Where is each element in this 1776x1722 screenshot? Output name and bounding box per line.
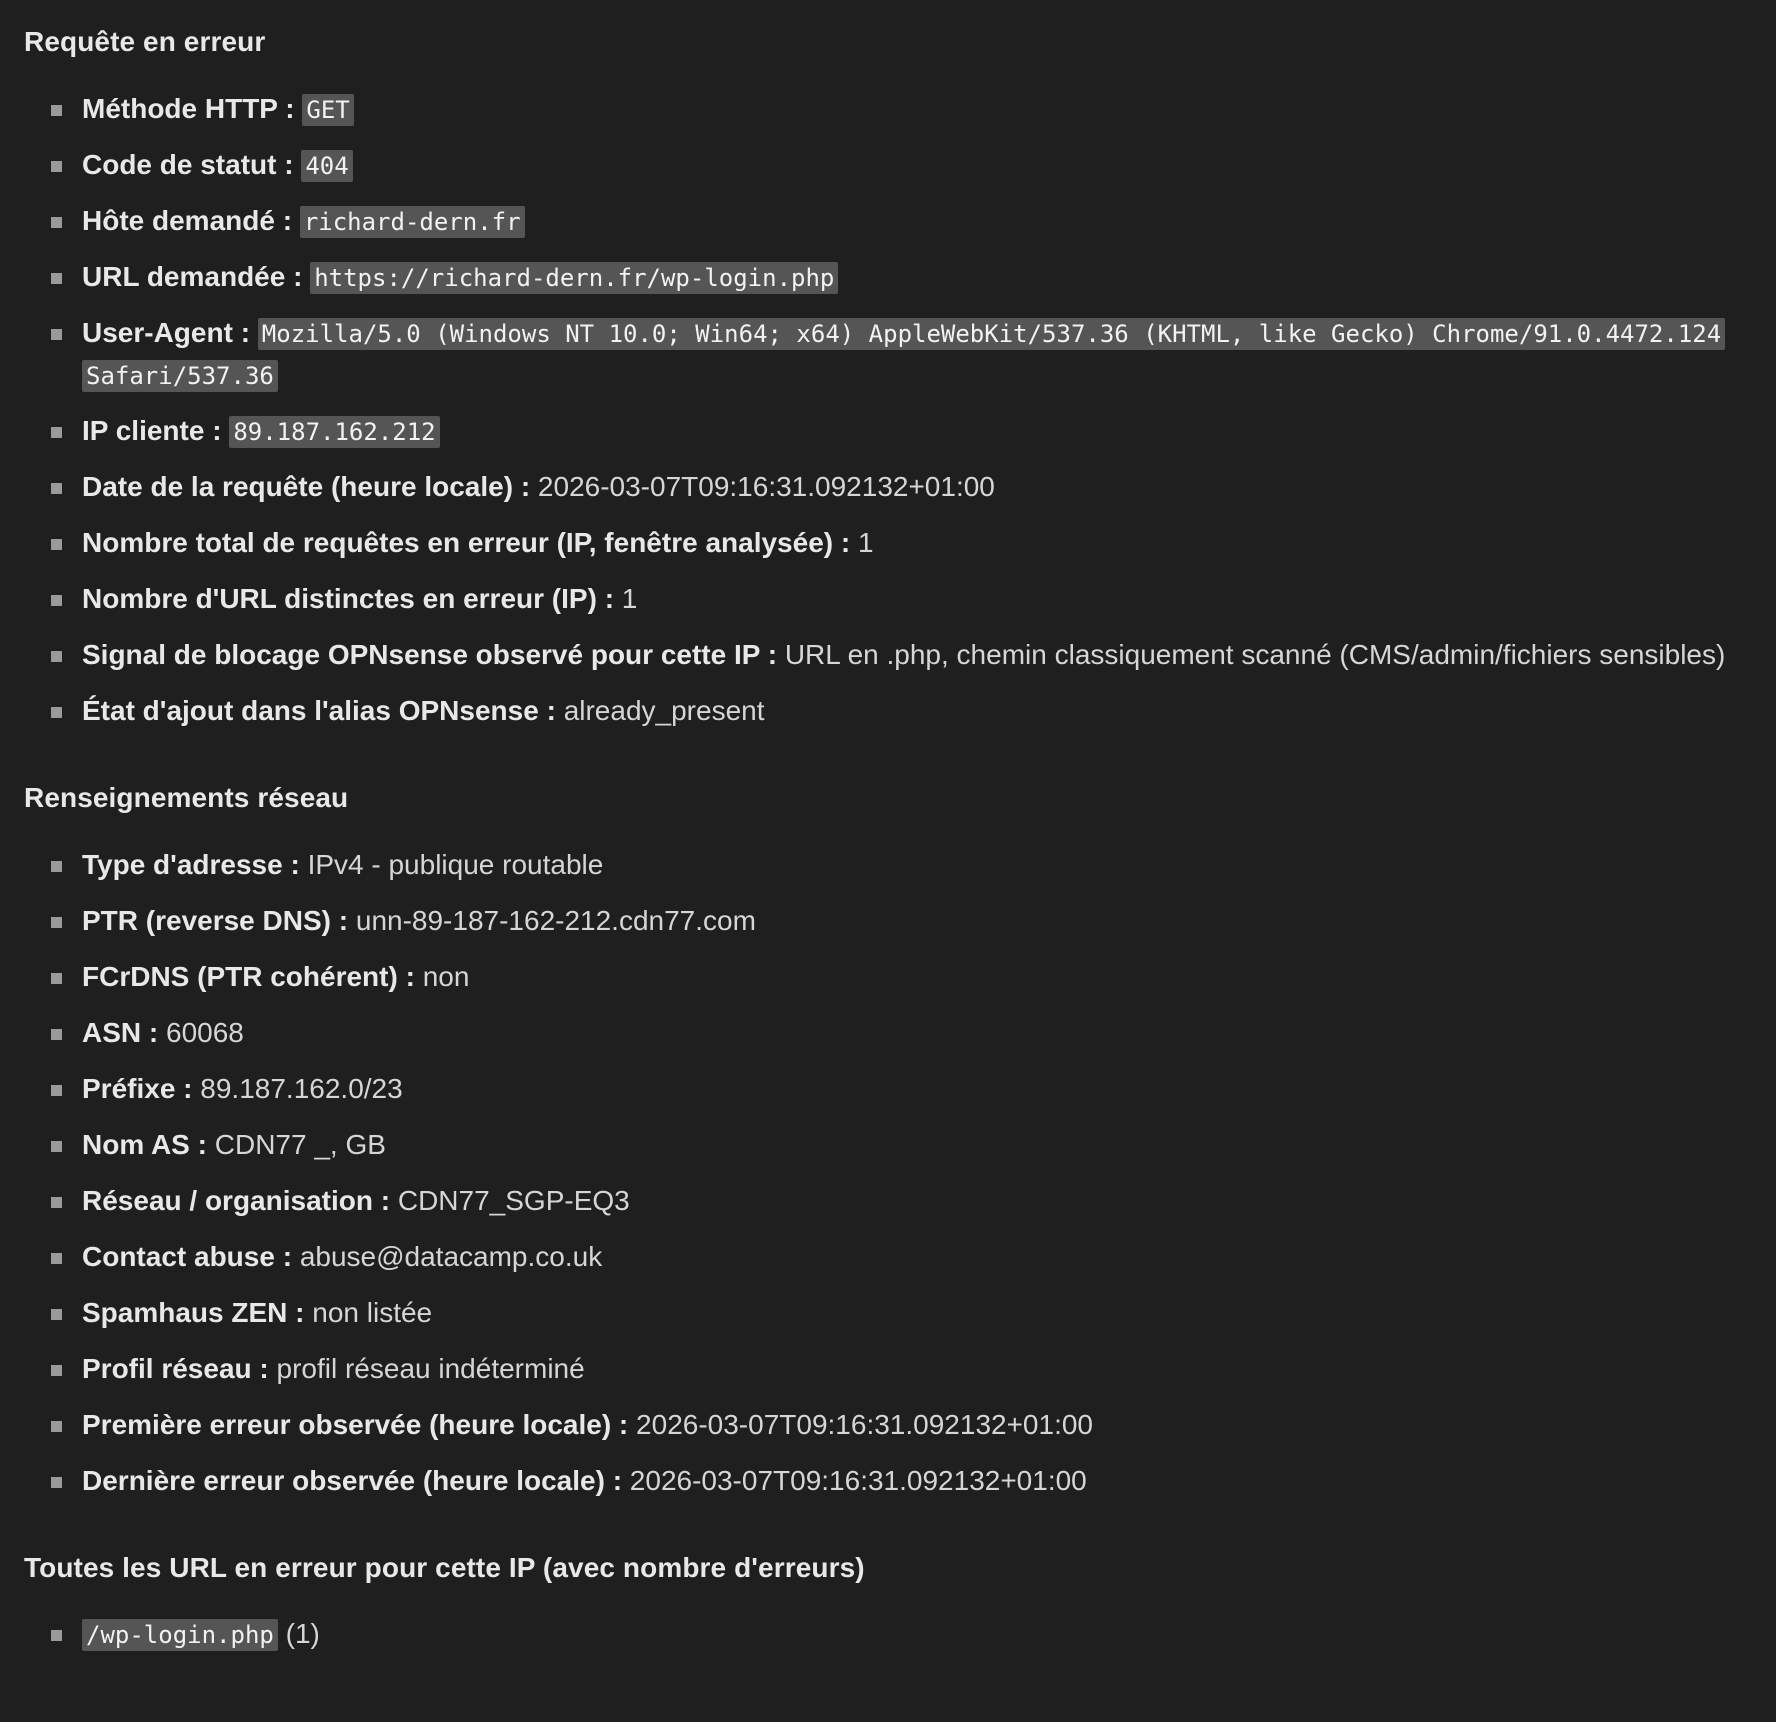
list-item <box>24 200 1746 242</box>
network-list <box>24 844 1746 1502</box>
item-label: Méthode HTTP : <box>82 92 295 124</box>
item-value: 404 <box>301 150 352 182</box>
item-value: non <box>422 960 470 992</box>
list-item <box>24 1068 1746 1110</box>
item-value: https://richard-dern.fr/wp-login.php <box>310 262 838 294</box>
error-urls-list <box>24 1613 1746 1655</box>
error-url: /wp-login.php <box>82 1619 278 1651</box>
section-title-urls: Toutes les URL en erreur pour cette IP (avec nombre d'erreurs) <box>24 1551 865 1583</box>
list-item <box>24 410 1746 452</box>
list-item <box>24 1180 1746 1222</box>
item-value: 2026-03-07T09:16:31.092132+01:00 <box>636 1408 1094 1440</box>
item-label: Hôte demandé : <box>82 204 293 236</box>
item-value: 89.187.162.212 <box>229 416 439 448</box>
item-value: URL en .php, chemin classiquement scanné (CMS/admin/fichiers sensibles) <box>784 638 1726 670</box>
list-item <box>24 1348 1746 1390</box>
item-value: CDN77 _, GB <box>214 1128 386 1160</box>
list-item <box>24 144 1746 186</box>
list-item <box>24 1460 1746 1502</box>
item-label: Nombre d'URL distinctes en erreur (IP) : <box>82 582 615 614</box>
item-value: unn-89-187-162-212.cdn77.com <box>355 904 756 936</box>
list-item <box>24 522 1746 564</box>
item-label: Réseau / organisation : <box>82 1184 391 1216</box>
item-label: IP cliente : <box>82 414 222 446</box>
item-label: Code de statut : <box>82 148 294 180</box>
item-value: 60068 <box>166 1016 244 1048</box>
list-item <box>24 1292 1746 1334</box>
list-item <box>24 1236 1746 1278</box>
item-value: 1 <box>857 526 874 558</box>
item-label: Contact abuse : <box>82 1240 293 1272</box>
item-value: 2026-03-07T09:16:31.092132+01:00 <box>537 470 995 502</box>
item-label: Profil réseau : <box>82 1352 269 1384</box>
item-value: 1 <box>621 582 638 614</box>
request-list <box>24 88 1746 732</box>
item-value: CDN77_SGP-EQ3 <box>397 1184 630 1216</box>
item-value: profil réseau indéterminé <box>276 1352 585 1384</box>
list-item <box>24 900 1746 942</box>
item-label: Spamhaus ZEN : <box>82 1296 305 1328</box>
item-label: Première erreur observée (heure locale) : <box>82 1408 629 1440</box>
list-item <box>24 312 1746 396</box>
item-value: IPv4 - publique routable <box>307 848 604 880</box>
item-label: User-Agent : <box>82 316 251 348</box>
list-item <box>24 466 1746 508</box>
item-value: already_present <box>563 694 765 726</box>
item-value: Mozilla/5.0 (Windows NT 10.0; Win64; x64) AppleWebKit/537.36 (KHTML, like Gecko) Chrome/91.0.4472.124 Safari/537.36 <box>82 318 1725 392</box>
item-label: Dernière erreur observée (heure locale) : <box>82 1464 623 1496</box>
list-item <box>24 956 1746 998</box>
item-label: FCrDNS (PTR cohérent) : <box>82 960 415 992</box>
item-value: 2026-03-07T09:16:31.092132+01:00 <box>629 1464 1087 1496</box>
item-label: Nombre total de requêtes en erreur (IP, fenêtre analysée) : <box>82 526 851 558</box>
list-item <box>24 1012 1746 1054</box>
list-item <box>24 690 1746 732</box>
item-value: 89.187.162.0/23 <box>200 1072 403 1104</box>
list-item <box>24 1124 1746 1166</box>
item-label: Date de la requête (heure locale) : <box>82 470 531 502</box>
list-item <box>24 256 1746 298</box>
item-label: Type d'adresse : <box>82 848 300 880</box>
item-label: Préfixe : <box>82 1072 193 1104</box>
item-label: ASN : <box>82 1016 159 1048</box>
section-title-network: Renseignements réseau <box>24 781 349 813</box>
item-label: URL demandée : <box>82 260 303 292</box>
list-item <box>24 634 1746 676</box>
item-label: État d'ajout dans l'alias OPNsense : <box>82 694 556 726</box>
item-value: abuse@datacamp.co.uk <box>299 1240 603 1272</box>
item-value: non listée <box>312 1296 433 1328</box>
list-item <box>24 1613 1746 1655</box>
section-title-request: Requête en erreur <box>24 26 266 57</box>
list-item <box>24 844 1746 886</box>
item-value: richard-dern.fr <box>300 206 525 238</box>
error-url-count: (1) <box>285 1618 320 1650</box>
list-item <box>24 1404 1746 1446</box>
item-label: Signal de blocage OPNsense observé pour cette IP : <box>82 638 778 670</box>
item-label: PTR (reverse DNS) : <box>82 904 349 936</box>
item-label: Nom AS : <box>82 1128 207 1160</box>
list-item <box>24 88 1746 130</box>
list-item <box>24 578 1746 620</box>
item-value: GET <box>302 94 353 126</box>
